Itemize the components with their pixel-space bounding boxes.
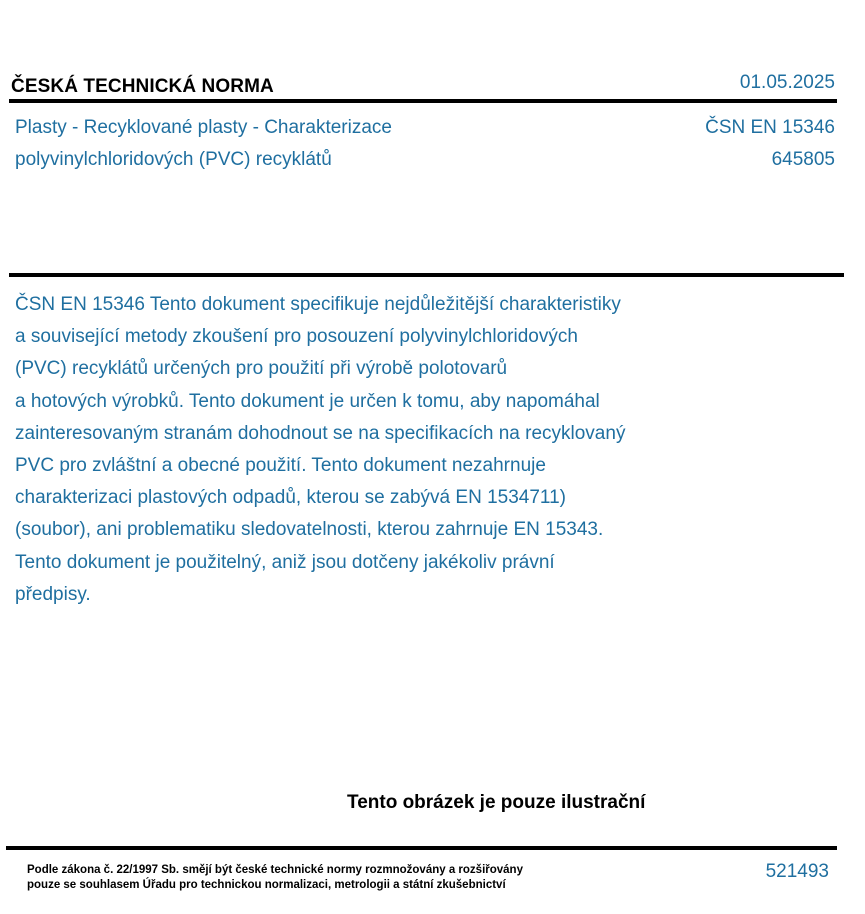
- section-divider: [9, 273, 844, 277]
- legal-notice: [27, 863, 523, 893]
- document-title-line-2: polyvinylchloridových (PVC) recyklátů: [15, 149, 332, 170]
- document-abstract: ČSN EN 15346 Tento dokument specifikuje nejdůležitější charakteristiky a související metody zkoušení pro posouzení polyvinylchloridových (PVC) recyklátů určených pro použití při výrobě polotovarů a hotových výrobků. Tento dokument je určen k tomu, aby napomáhal zainteresovaným stranám dohodnout se na specifikacích na recyklovaný PVC pro zvláštní a obecné použití. Tento dokument nezahrnuje charakterizaci plastových odpadů, kterou se zabývá EN 1534711) (soubor), ani problematiku sledovatelnosti, kterou zahrnuje EN 15343. Tento dokument je použitelný, aniž jsou dotčeny jakékoliv právní předpisy.: [15, 294, 626, 605]
- header-divider: [9, 99, 837, 103]
- publication-date: 01.05.2025: [739, 72, 835, 93]
- document-number: 521493: [765, 861, 829, 882]
- standard-code: ČSN EN 15346: [705, 117, 835, 138]
- document-title-line-1: Plasty - Recyklované plasty - Charakterizace: [15, 117, 392, 138]
- footer-divider: [6, 846, 837, 850]
- classification-code: 645805: [771, 149, 835, 170]
- legal-notice-line-1: Podle zákona č. 22/1997 Sb. smějí být české technické normy rozmnožovány a rozšiřovány: [27, 864, 523, 876]
- norm-label: ČESKÁ TECHNICKÁ NORMA: [11, 76, 274, 97]
- legal-notice-line-2: pouze se souhlasem Úřadu pro technickou normalizaci, metrologii a státní zkušebnictví: [27, 879, 506, 891]
- illustrative-note: Tento obrázek je pouze ilustrační: [347, 792, 646, 813]
